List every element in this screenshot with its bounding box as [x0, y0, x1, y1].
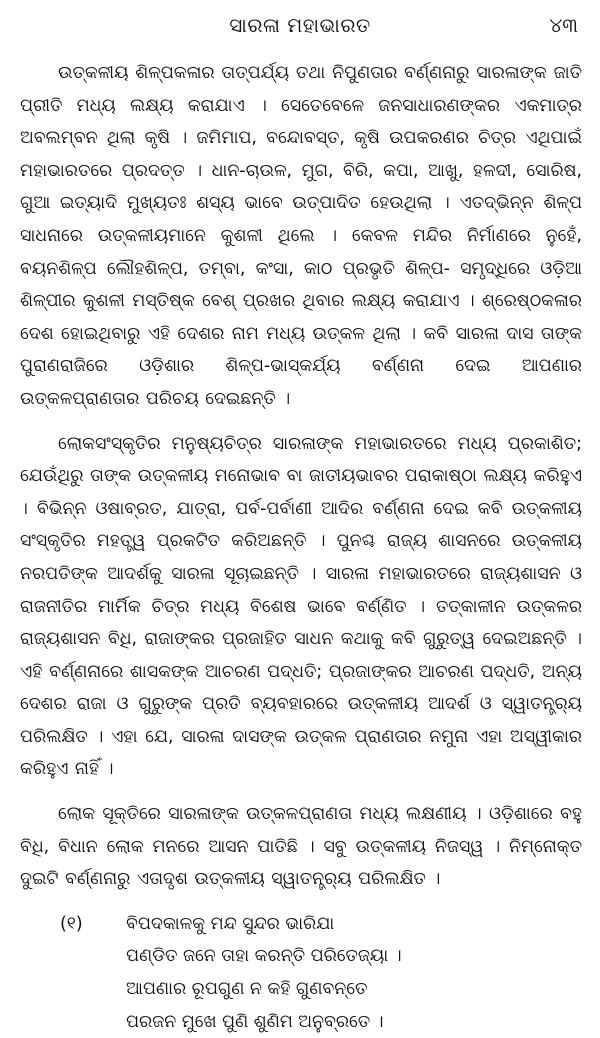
verse-number: (୧) — [60, 913, 83, 934]
running-title: ସାରଳା ମହାଭାରତ — [229, 13, 371, 37]
paragraph-folk-culture: ଲୋକସଂସ୍କୃତିର ମନୁଷ୍ୟଚିତ୍ର ସାରଳାଙ୍କ ମହାଭାରତରେ ମଧ୍ୟ ପ୍ରକାଶିତ; ଯେଉଁଥିରୁ ତାଙ୍କ ଉତ୍କଳୀୟ ମନୋଭାବ ବା ଜାତୀୟଭାବର ପରାକାଷ୍ଠା ଲକ୍ଷ୍ୟ କରିହୁଏ । ବିଭିନ୍ନ ଓଷାବ୍ରତ, ଯାତ୍ରା, ପର୍ବ-ପର୍ବାଣୀ ଆଦିର ବର୍ଣ୍ଣନା ଦେଇ କବି ଉତ୍କଳୀୟ ସଂସ୍କୃତିର ମହତ୍ତ୍ୱ ପ୍ରକଟିତ କରିଅଛନ୍ତି । ପୁନଶ୍ଚ ରାଜ୍ୟ ଶାସନରେ ଉତ୍କଳୀୟ ନରପତିଙ୍କ ଆଦର୍ଶକୁ ସାରଳା ସୂଚାଇଛନ୍ତି । ସାରଳା ମହାଭାରତରେ ରାଜ୍ୟଶାସନ ଓ ରାଜନୀତିର ମାର୍ମିକ ଚିତ୍ର ମଧ୍ୟ ବିଶେଷ ଭାବେ ବର୍ଣ୍ଣିତ । ତତ୍କାଳୀନ ଉତ୍କଳର ରାଜ୍ୟଶାସନ ବିଧି, ରାଜାଙ୍କର ପ୍ରଜାହିତ ସାଧନ କଥାକୁ କବି ଗୁରୁତ୍ୱ ଦେଇଅଛନ୍ତି । ଏହି ବର୍ଣ୍ଣନାରେ ଶାସକଙ୍କ ଆଚରଣ ପଦ୍ଧତି; ପ୍ରଜାଙ୍କର ଆଚରଣ ପଦ୍ଧତି, ଅନ୍ୟ ଦେଶର ରାଜା ଓ ଗୁରୁଙ୍କ ପ୍ରତି ବ୍ୟବହାରରେ ଉତ୍କଳୀୟ ଆଦର୍ଶ ଓ ସ୍ୱାତନ୍ତ୍ର୍ୟ ପରିଲକ୍ଷିତ । ଏହା ଯେ, ସାରଳା ଦାସଙ୍କ ଉତ୍କଳ ପ୍ରାଣତାର ନମୁନା ଏହା ଅସ୍ୱୀକାର କରିହୁଏ ନାହିଁ । — [20, 433, 582, 780]
body-text — [20, 57, 582, 1038]
verse-line: ଆପଣାର ରୂପଗୁଣ ନ କହି ଗୁଣବନ୍ତେ — [126, 979, 368, 1000]
verse-line: ବିପଦକାଳକୁ ମନ୍ଦ ସୁନ୍ଦର ଭାରିଯା — [126, 913, 335, 934]
running-header — [0, 10, 600, 40]
verse-lines — [126, 908, 582, 1038]
paragraph-craft-and-agriculture: ଉତ୍କଳୀୟ ଶିଳ୍ପକଳାର ତାତ୍ପର୍ଯ୍ୟ ତଥା ନିପୁଣତାର ବର୍ଣ୍ଣନାରୁ ସାରଳାଙ୍କ ଜାତି ପ୍ରୀତି ମଧ୍ୟ ଲକ୍ଷ୍ୟ କରାଯାଏ । ସେତେବେଳେ ଜନସାଧାରଣଙ୍କର ଏକମାତ୍ର ଅବଲମ୍ବନ ଥିଲା କୃଷି । ଜମିମାପ, ବନ୍ଦୋବସ୍ତ, କୃଷି ଉପକରଣର ଚିତ୍ର ଏଥିପାଇଁ ମହାଭାରତରେ ପ୍ରଦତ୍ତ । ଧାନ-ଚାଉଳ, ମୁଗ, ବିରି, କପା, ଆଖୁ, ହଳଦୀ, ସୋରିଷ, ଗୁଆ ଇତ୍ୟାଦି ମୁଖ୍ୟତଃ ଶସ୍ୟ ଭାବେ ଉତ୍ପାଦିତ ହେଉଥିଲା । ଏତଦ୍‌ଭିନ୍ନ ଶିଳ୍ପ ସାଧନାରେ ଉତ୍କଳୀୟମାନେ କୁଶଳୀ ଥିଲେ । କେବଳ ମନ୍ଦିର ନିର୍ମାଣରେ ନୁହେଁ, ବୟନଶିଳ୍ପ ଲୌହଶିଳ୍ପ, ତମ୍ବା, କଂସା, କାଠ ପ୍ରଭୃତି ଶିଳ୍ପ- ସମୃଦ୍ଧିରେ ଓଡ଼ିଆ ଶିଳ୍ପୀର କୁଶଳୀ ମସ୍ତିଷ୍କ ବେଶ୍ ପ୍ରଖର ଥିବାର ଲକ୍ଷ୍ୟ କରାଯାଏ । ଶ୍ରେଷ୍ଠକଳାର ଦେଶ ହୋଇଥିବାରୁ ଏହି ଦେଶର ନାମ ମଧ୍ୟ ଉତ୍କଳ ଥିଲା । କବି ସାରଳା ଦାସ ତାଙ୍କ ପୁରାଣରାଜିରେ ଓଡ଼ିଶାର ଶିଳ୍ପ-ଭାସ୍କର୍ଯ୍ୟ ବର୍ଣ୍ଣନା ଦେଇ ଆପଣାର ଉତ୍କଳପ୍ରାଣତାର ପରିଚୟ ଦେଇଛନ୍ତି । — [20, 63, 582, 409]
verse-block — [20, 908, 582, 1038]
verse-line: ପଣ୍ଡିତ ଜନେ ତାହା କରନ୍ତି ପରିତେଜ୍ୟା । — [126, 946, 402, 967]
page-number: ୪୩ — [549, 13, 578, 37]
verse-line: ପରଜନ ମୁଖେ ପୁଣି ଶୁଣିମ ଅନୁବ୍ରତେ । — [126, 1011, 384, 1032]
paragraph-folk-sayings: ଲୋକ ସୂକ୍ତିରେ ସାରଳାଙ୍କ ଉତ୍କଳପ୍ରାଣତା ମଧ୍ୟ ଲକ୍ଷଣୀୟ । ଓଡ଼ିଶାରେ ବହୁ ବିଧି, ବିଧାନ ଲୋକ ମନରେ ଆସନ ପାତିଛି । ସବୁ ଉତ୍କଳୀୟ ନିଜସ୍ୱ । ନିମ୍ନୋକ୍ତ ଦୁଇଟି ବର୍ଣ୍ଣନାରୁ ଏତାଦୃଶ ଉତ୍କଳୀୟ ସ୍ୱାତନ୍ତ୍ର୍ୟ ପରିଲକ୍ଷିତ । — [20, 804, 582, 890]
